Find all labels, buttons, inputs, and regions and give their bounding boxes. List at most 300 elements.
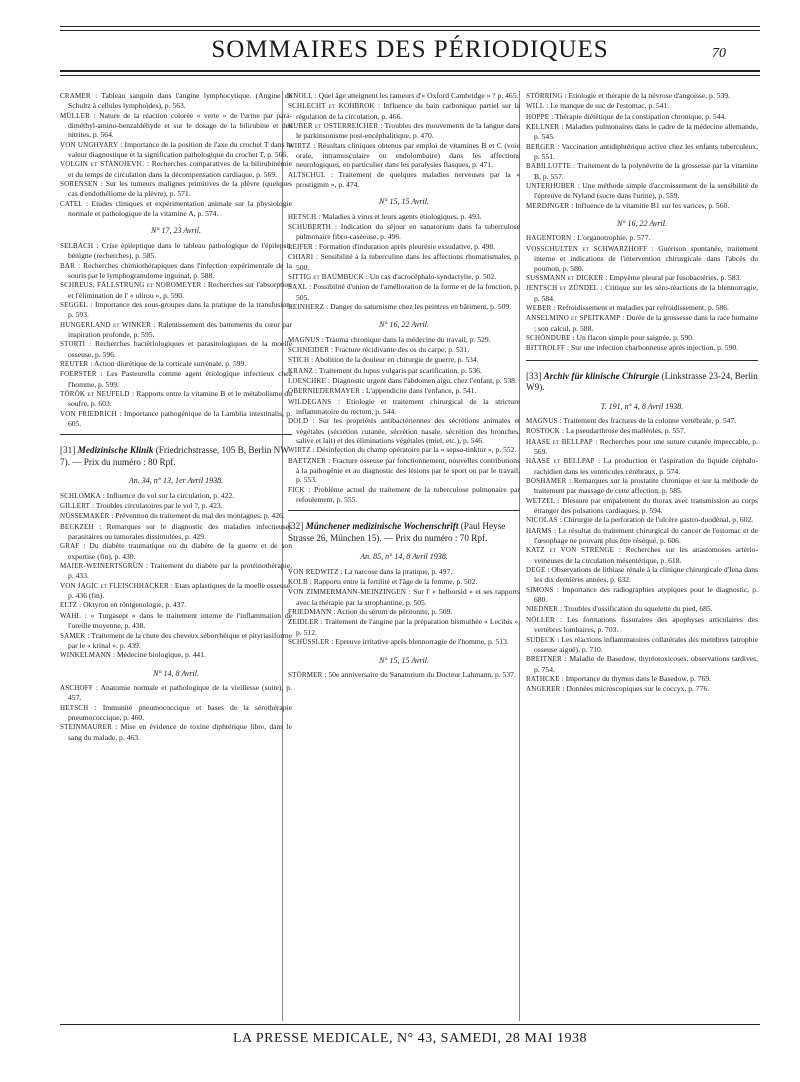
article-title: : La production et l'aspiration du liquide céphalo-rachidien dans les ventricules cérébraux, p. 574.: [534, 456, 758, 476]
article-entry: [288, 101, 520, 121]
article-entry: [288, 416, 520, 445]
article-title: : Influence du vol sur la circulation, p. 422.: [100, 490, 235, 500]
article-title: : Danger du saturnisme chez les peintres en bâtiment, p. 509.: [324, 301, 512, 311]
article-author: NICOLAS: [526, 516, 558, 525]
article-entry: [526, 161, 758, 181]
article-author: WAHL: [60, 611, 82, 620]
article-title: : 50e anniversaire du Sanatorium du Docteur Lahmann, p. 537.: [322, 669, 516, 679]
article-author: GILLERT: [60, 502, 91, 511]
article-author: SCHLECHT et KOHBROK: [288, 102, 375, 111]
issue-heading: N° 15, 15 Avril.: [379, 197, 429, 207]
article-title: : Recherches comparatives de la bilirubinémie et du temps de circulation dans la décompensation cardiaque, p. 569.: [68, 159, 292, 179]
article-title: : Données microscopiques sur le coccyx, p. 776.: [560, 684, 710, 694]
article-author: SORENSEN: [60, 180, 98, 189]
article-title: : Le résultat du traitement chirurgical du cancer de l'estomac et de l'œsophage ne pouvant plus être réséqué, p. 606.: [534, 525, 758, 546]
article-author: OBERNIEDERMAYER: [288, 387, 360, 396]
journal-number: [32]: [288, 521, 306, 532]
article-author: WIRTZ: [288, 141, 311, 150]
article-author: CHIARI: [288, 253, 314, 262]
article-entry: [526, 604, 758, 614]
article-entry: [288, 282, 520, 302]
article-author: FOERSTER: [60, 370, 97, 379]
article-author: ASCHOFF: [60, 683, 93, 692]
article-entry: [60, 241, 292, 261]
article-author: KELLNER: [526, 123, 560, 132]
article-author: WINKELMANN: [60, 651, 111, 660]
article-entry: [526, 654, 758, 674]
article-author: MAGNUS: [288, 335, 320, 344]
article-author: SCHUBERTH: [288, 223, 331, 232]
article-entry: [60, 683, 292, 703]
article-entry: [288, 141, 520, 170]
article-author: WEBER: [526, 303, 552, 312]
article-entry: [526, 303, 758, 313]
article-author: VON UNGHVARY: [60, 140, 119, 149]
article-author: KOLB: [288, 578, 308, 587]
article-author: NÖLLER: [526, 615, 555, 624]
article-title: : Trauma chronique dans la médecine du travail, p. 529.: [319, 334, 491, 344]
article-title: : Durée de la grossesse dans la race humaine ; son calcul, p. 588.: [534, 313, 758, 333]
article-title: : Recherches chimiothérapiques dans l'infection expérimentale de la souris par le lymphogranulome inguinal, p. 588.: [68, 260, 292, 280]
article-author: NIEDNER: [526, 605, 559, 614]
issue-heading: N° 16, 22 Avril.: [379, 320, 429, 330]
article-entry: [288, 302, 520, 312]
article-title: : Diagnostic urgent dans l'abdomen aigu, chez l'enfant, p. 538.: [326, 375, 517, 385]
article-author: REUTER: [60, 359, 89, 368]
article-entry: [60, 389, 292, 409]
journal-name: Medizinische Klinik: [77, 445, 154, 456]
article-author: SCHREUS, FÄLLSTRUNG et NOROMEYER: [60, 281, 202, 290]
article-title: : L'appendicite dans l'enfance, p. 541.: [359, 386, 477, 396]
article-title: : Possibilité d'union de l'amélioration de la forme et de la fonction, p. 505.: [296, 282, 520, 302]
article-title: : Recherches pour une suture cutanée impeccable, p. 569.: [534, 436, 758, 456]
article-entry: [288, 335, 520, 345]
article-entry: [526, 515, 758, 525]
article-entry: [526, 615, 758, 635]
article-author: SAMEK: [60, 631, 86, 640]
article-author: NÜSSEMAKER: [60, 512, 110, 521]
column-1: [60, 91, 292, 742]
issue-heading: N° 15, 15 Avril.: [379, 655, 429, 665]
article-title: : Remarques sur le diagnostic des maladies infectieuses parasitaires ou tumorales dissimulées, p. 429.: [68, 521, 292, 542]
journal-details: (Friedrichstrasse, 105 B, Berlin NW 7). — Prix du numéro : 80 Rpf.: [60, 445, 289, 467]
article-title: : Maladies à virus et leurs agents étiologiques, p. 493.: [316, 211, 482, 221]
article-title: : Recherches sur les anastomoses artério-veineuses de la circulation mésentérique, p. 618.: [534, 545, 758, 565]
article-title: : L'organotrophie, p. 577.: [571, 233, 651, 243]
article-author: HETSCH: [288, 212, 317, 221]
header-rule-top: [60, 26, 760, 27]
page-footer: LA PRESSE MEDICALE, N° 43, SAMEDI, 28 MAI 1938: [232, 1031, 588, 1046]
article-author: STICH: [288, 356, 310, 365]
article-author: ANGERER: [526, 685, 561, 694]
article-author: STORTI: [60, 340, 86, 349]
article-title: : Importance pathogénique de la Lamblia intestinalis, p. 605.: [68, 408, 293, 428]
article-title: : Traitement de la chute des cheveux séborrhéique et pityriasiforme par le « krinal », p. 439.: [68, 630, 292, 650]
article-title: : Etiologie et traitement chirurgical de la stricture inflammatoire du rectum, p. 544.: [296, 396, 520, 416]
article-title: : Immunité pneumococcique et bases de la sérothérapie pneumococcique, p. 460.: [68, 702, 292, 722]
article-author: SIMONS: [526, 585, 554, 594]
article-author: WILDEGANS: [288, 397, 332, 406]
article-author: JENTSCH et ZÜNDEL: [526, 284, 599, 293]
header-rule-bottom-2: [60, 75, 760, 76]
article-title: : Médecine biologique, p. 441.: [111, 650, 206, 660]
article-entry: [288, 242, 520, 252]
issue-heading: N° 16, 22 Avril.: [617, 219, 667, 229]
article-title: : Importance de la position de l'axe du crochet T dans la valeur diagnostique et la signification pathologique du crochet T, p. 566.: [68, 139, 292, 160]
article-entry: [526, 545, 758, 565]
article-title: : Sensibilité à la tuberculine dans les affections rhumatismales, p. 500.: [296, 252, 520, 272]
column-2: [288, 91, 520, 680]
article-author: CATEL: [60, 199, 83, 208]
article-author: REINHERZ: [288, 302, 325, 311]
article-author: BECKZEH: [60, 522, 94, 531]
article-title: : Fracture osseuse par fonctionnement, nouvelles contributions à la pathogénie et au diagnostic des lésions par le sport ou par le travail, p. 553.: [296, 455, 520, 485]
journal-heading: [526, 371, 758, 394]
journal-details: (Paul Heyse Strasse 26, München 15). — Prix du numéro : 70 Rpf.: [288, 521, 506, 543]
article-entry: [60, 491, 292, 501]
article-author: GRAF: [60, 542, 80, 551]
article-title: : Une méthode simple d'accroissement de la sensibilité de l'épreuve de Nyland (sucre dans l'urine), p. 559.: [534, 181, 758, 201]
article-entry: [60, 111, 292, 140]
article-author: MÜLLER: [60, 111, 90, 120]
article-title: : Refroidissement et maladies par refroidissement, p. 586.: [551, 302, 729, 312]
article-entry: [60, 561, 292, 581]
article-title: : Du diabète traumatique ou du diabète de la guerre et de son expertise (fin), p. 430.: [68, 541, 292, 561]
article-author: VON ZIMMERMANN-MEINZINGEN: [288, 588, 407, 597]
article-title: : Traitement du lupus vulgaris par scarification, p. 536.: [313, 365, 482, 375]
article-title: : Indication du séjour en sanatorium dans la tuberculose pulmonaire fibro-caséeuse, p. 496.: [296, 222, 520, 242]
article-title: : Empyème pleural par fusobactéries, p. 583.: [603, 272, 742, 282]
article-entry: [526, 112, 758, 122]
article-entry: [526, 333, 758, 343]
article-author: BABILLOTTE: [526, 162, 572, 171]
section-divider: [60, 434, 292, 435]
article-author: SUSSMANN et DICKER: [526, 273, 604, 282]
article-author: HUNGERLAND et WINKER: [60, 320, 152, 329]
article-entry: [526, 181, 758, 201]
article-title: : Traitement de la polynévrite de la grossesse par la vitamine B, p. 557.: [534, 161, 758, 181]
journal-heading: [60, 445, 292, 468]
article-title: : Troubles circulatoires par le vol ?, p. 423.: [90, 501, 223, 511]
article-entry: [526, 684, 758, 694]
article-entry: [60, 511, 292, 521]
article-author: ELTZ: [60, 601, 78, 610]
article-author: SUDECK: [526, 635, 556, 644]
article-title: : Oktyron en röntgenologie, p. 437.: [77, 600, 187, 610]
article-title: : Sur les tumeurs malignes primitives de la plèvre (quelques cas d'endothéliome de la plèvre), p. 571.: [68, 179, 292, 199]
article-author: SCHÖNDUBE: [526, 333, 571, 342]
article-title: : Quel âge atteignent les rameurs d'« Oxford Cambridge » ? p. 465.: [312, 91, 519, 100]
article-author: ROSTOCK: [526, 427, 560, 436]
article-entry: [526, 343, 758, 353]
article-entry: [526, 283, 758, 303]
article-entry: [526, 416, 758, 426]
article-entry: [288, 91, 520, 101]
article-entry: [526, 244, 758, 273]
article-entry: [288, 637, 520, 647]
column-3: [526, 91, 758, 695]
article-title: : Thérapie diététique de la constipation chronique, p. 544.: [549, 111, 727, 121]
article-title: : Traitement de quelques maladies nerveuses par la « prostigmin », p. 474.: [296, 169, 520, 190]
article-entry: [526, 201, 758, 211]
article-title: : Maladies pulmonaires dans le cadre de la médecine allemande, p. 545.: [534, 122, 758, 142]
article-title: : Résultats cliniques obtenus par emploi de vitamines B et C (voie orale, intramusculaire ou endolombaire) dans les affections neurologiques, en particulier dans les paralysies flasques, p. 471.: [296, 140, 520, 170]
header-rule-top-2: [60, 30, 760, 31]
journal-number: [33]: [526, 370, 544, 381]
article-entry: [526, 437, 758, 457]
article-entry: [60, 261, 292, 281]
article-title: : Etiologie et thérapie de la névrose d'angoisse, p. 539.: [562, 91, 730, 100]
article-entry: [526, 496, 758, 516]
article-title: : Sur les propriétés antibactériennes des sécrétions animales et végétales (sécrétion cutanée, sécrétion nasale, sécrétion des bronches, salive et lait) et des éliminations végétales (miel, etc.), p. 546.: [296, 416, 520, 445]
article-title: : Blessure par empalement du thorax avec transmission au corps étranger des pulsations cardiaques, p. 594.: [534, 495, 758, 516]
article-entry: [60, 650, 292, 660]
article-author: DEGE: [526, 566, 546, 575]
article-title: : Influence du bain carbonique partiel sur la régulation de la circulation, p. 466.: [296, 101, 520, 121]
article-title: : Etats aplastiques de la moelle osseuse, p. 436 (fin).: [68, 580, 292, 601]
article-entry: [60, 703, 292, 723]
article-entry: [60, 91, 292, 111]
article-entry: [526, 674, 758, 684]
journal-number: [31]: [60, 445, 78, 456]
article-entry: [60, 631, 292, 651]
article-entry: [60, 300, 292, 320]
page-title: SOMMAIRES DES PÉRIODIQUES: [211, 36, 609, 63]
issue-heading: An. 34, n° 13, 1er Avril 1938.: [128, 476, 224, 486]
article-author: HAASE et BELLPAP: [526, 457, 595, 466]
article-entry: [288, 456, 520, 485]
article-title: : Prévention du traitement du mal des montagnes, p. 426.: [109, 511, 285, 521]
article-title: : « Turgasept » dans le traitement interne de l'inflammation de l'oreille moyenne, p. 438.: [68, 610, 292, 631]
article-entry: [60, 600, 292, 610]
article-title: : La narcose dans la pratique, p. 497.: [338, 566, 453, 576]
article-title: : Critique sur les séro-réactions de la blennorragie, p. 584.: [534, 283, 758, 303]
article-title: : Recherches bactériologiques et parasitologiques de la moelle osseuse, p. 596.: [68, 339, 292, 359]
article-title: : Importance du thymus dans le Basedow, p. 769.: [559, 673, 712, 683]
article-author: MAGNUS: [526, 416, 558, 425]
article-author: BOSHAMER: [526, 477, 567, 485]
article-author: BERGER: [526, 142, 555, 151]
article-entry: [288, 617, 520, 637]
section-divider: [526, 360, 758, 361]
article-author: ANSELMINO et SPEITKAMP: [526, 314, 621, 323]
header-rule-bottom: [60, 70, 760, 72]
article-author: SCHÜSSLER: [288, 638, 330, 647]
article-entry: [60, 339, 292, 359]
article-author: CRAMER: [60, 92, 91, 100]
journal-heading: [288, 521, 520, 544]
article-title: : Troubles des mouvements de la langue dans le parkinsonisme post-encéphalitique, p. 470.: [296, 121, 521, 141]
article-author: SCHNEIDER: [288, 345, 330, 354]
article-author: FRIEDMANN: [288, 608, 332, 617]
journal-details: (Linkstrasse 23-24, Berlin W9).: [526, 370, 758, 393]
article-entry: [288, 222, 520, 242]
article-author: WIRTZ: [288, 446, 311, 455]
article-title: : Observations de lithiase rénale à la clinique chirurgicale d'Iena dans les dix dernières années, p. 632.: [534, 565, 758, 585]
article-title: : Etudes cliniques et expérimentation animale sur la physiologie normale et pathologique de la vitamine A, p. 574.: [68, 198, 292, 219]
article-title: : Guérison spontanée, traitement interne et indications de l'intervention chirurgicale dans l'abcès du poumon, p. 580.: [534, 243, 758, 273]
article-title: : Les formations fissuraires des apophyses articulaires des vertèbres lombaires, p. 703.: [534, 614, 758, 635]
article-author: SITTIG et BAUMBUCK: [288, 272, 364, 281]
article-author: VON JAGIC et FLEISCHHACKER: [60, 581, 169, 590]
article-title: : Désinfection du champ opératoire par la « sepso-tinktur », p. 552.: [310, 445, 517, 455]
article-author: LOESCHKE: [288, 376, 327, 385]
article-entry: [60, 409, 292, 429]
article-entry: [526, 313, 758, 333]
article-entry: [60, 179, 292, 199]
article-title: : Sur une infection charbonneuse après injection, p. 590.: [565, 343, 739, 353]
article-author: HAGENTORN: [526, 234, 572, 243]
article-entry: [288, 607, 520, 617]
article-author: KNOLL: [288, 92, 313, 100]
article-author: HETSCH: [60, 703, 89, 712]
issue-heading: T. 191, n° 4, 8 Avril 1938.: [600, 401, 684, 411]
article-author: SCHLOMKA: [60, 491, 101, 500]
article-author: ZEIDLER: [288, 618, 319, 627]
article-entry: [288, 397, 520, 417]
article-entry: [60, 199, 292, 219]
article-title: : Action du sérum de péritonite, p. 509.: [331, 607, 453, 617]
article-title: : Sur l' « helborsid » et ses rapports avec la thérapie par la strophantine, p. 505.: [296, 587, 520, 607]
article-author: HOPPE: [526, 112, 550, 121]
article-author: VON FRIEDRICH: [60, 409, 117, 418]
article-author: DOLD: [288, 417, 309, 426]
article-entry: [60, 501, 292, 511]
article-entry: [288, 212, 520, 222]
article-author: HUBER et OSTERREICHER: [288, 122, 379, 131]
article-title: : Les réactions inflammatoires collatérales des membres (atrophie osseuse aiguë), p. 710.: [534, 634, 758, 654]
article-entry: [60, 722, 292, 742]
article-title: : Anatomie normale et pathologique de la vieillesse (suite), p. 457.: [68, 682, 292, 703]
article-author: HAASE et BELLPAP: [526, 437, 593, 446]
article-title: : Un flacon simple pour saignée, p. 590.: [570, 332, 694, 342]
article-entry: [288, 376, 520, 386]
article-author: STÖRMER: [288, 670, 323, 679]
journal-name: Archiv für klinische Chirurgie: [543, 370, 660, 381]
article-entry: [60, 369, 292, 389]
article-entry: [288, 121, 520, 141]
article-author: STÖRRING: [526, 92, 563, 100]
article-entry: [526, 122, 758, 142]
article-title: : Traitement du diabète par la protéinothérapie, p. 433.: [68, 561, 292, 581]
article-title: : Maladie de Basedow, thyréotoxicoses, observations tardives, p. 754.: [534, 654, 758, 674]
article-author: VON REDWITZ: [288, 567, 339, 576]
article-author: BREITNER: [526, 655, 562, 664]
article-author: TÖRÖK et NEUFELD: [60, 389, 130, 398]
article-author: BAETZNER: [288, 456, 327, 465]
article-entry: [526, 476, 758, 496]
article-author: VOSSCHULTEN et SCHWARZHOFF: [526, 244, 648, 253]
article-title: : Recherches sur l'absorption et l'élimination de l' « ulirou », p. 590.: [68, 280, 292, 300]
article-author: UNTERHUBER: [526, 182, 576, 191]
article-author: KRANZ: [288, 366, 314, 375]
article-entry: [288, 485, 520, 505]
article-entry: [288, 170, 520, 190]
article-entry: [60, 541, 292, 561]
article-author: MERDINGER: [526, 201, 570, 210]
article-author: WETZEL: [526, 496, 556, 505]
article-entry: [288, 445, 520, 455]
article-title: : Troubles d'ossification du squelette du pied, 685.: [558, 604, 713, 614]
article-author: LEIFER: [288, 242, 313, 251]
article-author: MAIER-WEINERTSGRÜN: [60, 562, 144, 571]
article-title: : Formation d'induration après pleurésie exsudative, p. 498.: [312, 241, 496, 251]
article-title: : Importance des radiographies atypiques pour le diagnostic, p. 680.: [534, 584, 758, 605]
article-entry: [288, 386, 520, 396]
article-entry: [288, 366, 520, 376]
article-entry: [60, 581, 292, 601]
article-entry: [526, 585, 758, 605]
issue-heading: N° 14, 8 Avril.: [153, 668, 199, 678]
article-entry: [288, 577, 520, 587]
issue-heading: N° 17, 23 Avril.: [151, 226, 201, 236]
article-author: BAR: [60, 261, 75, 270]
article-entry: [60, 359, 292, 369]
article-entry: [526, 142, 758, 162]
article-entry: [526, 101, 758, 111]
article-entry: [288, 345, 520, 355]
article-entry: [60, 280, 292, 300]
article-author: RATHCKE: [526, 674, 560, 683]
article-author: STEINMAURER: [60, 723, 112, 732]
page-number: 70: [712, 46, 726, 61]
article-entry: [526, 635, 758, 655]
article-entry: [526, 456, 758, 476]
article-entry: [526, 91, 758, 101]
article-title: : Ralentissement des battements du cœur par inspiration profonde, p. 595.: [68, 319, 292, 339]
article-author: SAXL: [288, 283, 308, 292]
article-entry: [526, 233, 758, 243]
section-divider: [288, 510, 520, 511]
article-title: : Vaccination antidiphtérique active chez les enfants tuberculeux, p. 551.: [534, 141, 758, 162]
article-title: : Mise en évidence de toxine diphtérique libre, dans le sang du malade, p. 463.: [68, 722, 292, 742]
article-author: BITTROLFF: [526, 344, 566, 353]
article-title: : Les Pasteurella comme agent étiologique infectieux chez l'homme, p. 599.: [68, 369, 292, 389]
article-title: : Fracture récidivante des os du carpe, p. 531.: [329, 344, 470, 354]
article-title: : Epreuve irritative après blennorragie de l'homme, p. 513.: [329, 637, 509, 647]
article-entry: [288, 355, 520, 365]
article-title: : Nature de la réaction colorée « verte » de l'urine par para-diméthyl-amino-benzaldéhyde et sur le dosage de la bilirubine et des nitrites, p. 564.: [68, 110, 292, 140]
article-author: WILL: [526, 102, 545, 111]
article-title: : Abolition de la douleur en chirurgie de guerre, p. 534.: [309, 355, 479, 365]
article-entry: [60, 140, 292, 160]
article-title: : Traitement des fractures de la colonne vertébrale, p. 547.: [557, 415, 737, 425]
article-entry: [60, 522, 292, 542]
article-title: : Rapports entre la vitamine B et le métabolisme du soufre, p. 603.: [68, 388, 292, 409]
article-entry: [526, 273, 758, 283]
article-title: : Influence de la vitamine B1 sur les varices, p. 560.: [569, 200, 730, 210]
article-entry: [288, 252, 520, 272]
article-title: : La pseudarthrose des malléoles, p. 557.: [559, 426, 686, 436]
article-author: KATZ et VON STRENGE: [526, 546, 615, 555]
article-entry: [60, 159, 292, 179]
article-entry: [288, 587, 520, 607]
article-title: : Crise épileptique dans le tableau pathologique de l'épilepsie bénigne (recherches), p. 585.: [68, 240, 292, 261]
article-title: : Action diurétique de la corticale surrénale, p. 599.: [88, 358, 247, 368]
issue-heading: An. 85, n° 14, 8 Avril 1938.: [360, 552, 448, 562]
article-title: : Remarques sur la prostatite chronique et sur la méthode de traitement par massage de cette affection, p. 585.: [534, 476, 758, 496]
article-title: : Tableau sanguin dans l'angine lymphocytique. (Angine de Schultz à cellules lymphoïdes), p. 563.: [68, 91, 292, 111]
article-author: SELBACH: [60, 241, 94, 250]
article-entry: [288, 272, 520, 282]
article-author: VOLGIN et STANOJEVIC: [60, 160, 145, 169]
article-author: HARMS: [526, 526, 552, 535]
article-title: : Chirurgie de la perforation de l'ulcère gastro-duodénal, p. 602.: [557, 515, 754, 525]
article-author: SEGGEL: [60, 300, 89, 309]
article-author: FICK: [288, 485, 305, 494]
article-entry: [526, 426, 758, 436]
article-entry: [288, 567, 520, 577]
